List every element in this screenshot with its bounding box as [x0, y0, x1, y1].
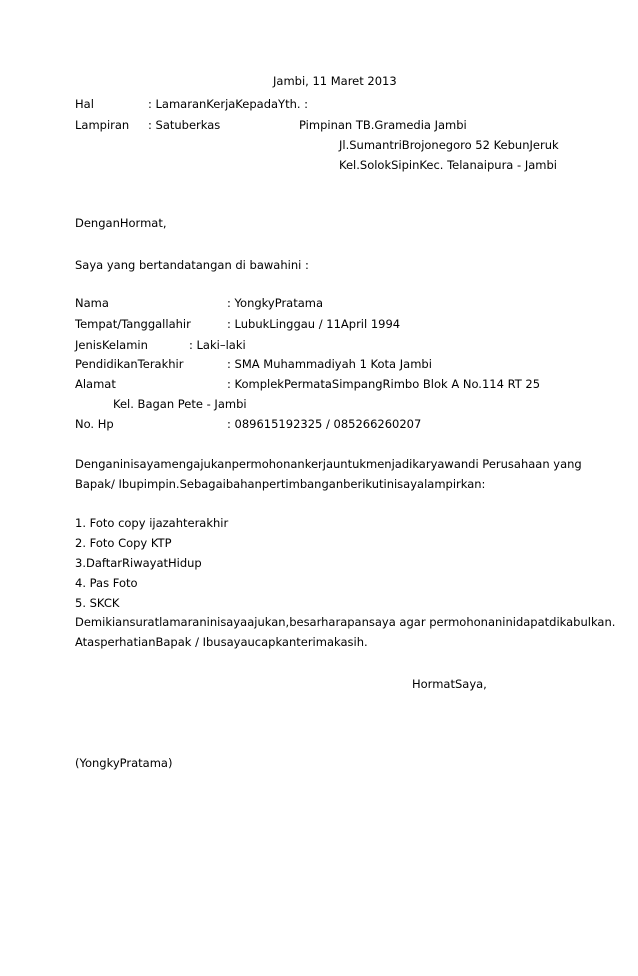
attachment-4: 4. Pas Foto	[75, 576, 138, 590]
hal-value: : LamaranKerjaKepadaYth. :	[148, 97, 309, 111]
recipient-line-1: Pimpinan TB.Gramedia Jambi	[299, 118, 467, 132]
sign-off: HormatSaya,	[412, 677, 487, 691]
recipient-line-2: Jl.SumantriBrojonegoro 52 KebunJeruk	[339, 138, 559, 152]
body-line-1: Denganinisayamengajukanpermohonankerjauntukmenjadikaryawandi Perusahaan yang	[75, 457, 582, 471]
nama-label: Nama	[75, 296, 109, 310]
pendidikan-value: : SMA Muhammadiyah 1 Kota Jambi	[227, 357, 432, 371]
body-line-2: Bapak/ Ibupimpin.Sebagaibahanpertimbanganberikutinisayalampirkan:	[75, 477, 486, 491]
closing-line-1: Demikiansuratlamaraninisayaajukan,besarharapansaya agar permohonaninidapatdikabulkan.	[75, 615, 616, 629]
lampiran-value: : Satuberkas	[148, 118, 221, 132]
alamat-label: Alamat	[75, 377, 116, 391]
nama-value: : YongkyPratama	[227, 296, 324, 310]
alamat-value: : KomplekPermataSimpangRimbo Blok A No.114 RT 25	[227, 377, 541, 391]
hal-label: Hal	[75, 97, 94, 111]
jk-label: JenisKelamin	[75, 338, 148, 352]
attachment-1: 1. Foto copy ijazahterakhir	[75, 516, 229, 530]
greeting: DenganHormat,	[75, 216, 167, 230]
pendidikan-label: PendidikanTerakhir	[75, 357, 184, 371]
attachment-5: 5. SKCK	[75, 596, 120, 610]
hp-label: No. Hp	[75, 417, 114, 431]
attachment-3: 3.DaftarRiwayatHidup	[75, 556, 202, 570]
signature-name: (YongkyPratama)	[75, 756, 173, 770]
ttl-label: Tempat/Tanggallahir	[75, 317, 191, 331]
intro: Saya yang bertandatangan di bawahini :	[75, 258, 309, 272]
jk-value: : Laki–laki	[189, 338, 246, 352]
place-date: Jambi, 11 Maret 2013	[273, 74, 397, 88]
lampiran-label: Lampiran	[75, 118, 130, 132]
ttl-value: : LubukLinggau / 11April 1994	[227, 317, 401, 331]
hp-value: : 089615192325 / 085266260207	[227, 417, 422, 431]
recipient-line-3: Kel.SolokSipinKec. Telanaipura - Jambi	[339, 158, 557, 172]
alamat-continuation: Kel. Bagan Pete - Jambi	[113, 397, 247, 411]
closing-line-2: AtasperhatianBapak / Ibusayaucapkanterimakasih.	[75, 635, 368, 649]
attachment-2: 2. Foto Copy KTP	[75, 536, 172, 550]
